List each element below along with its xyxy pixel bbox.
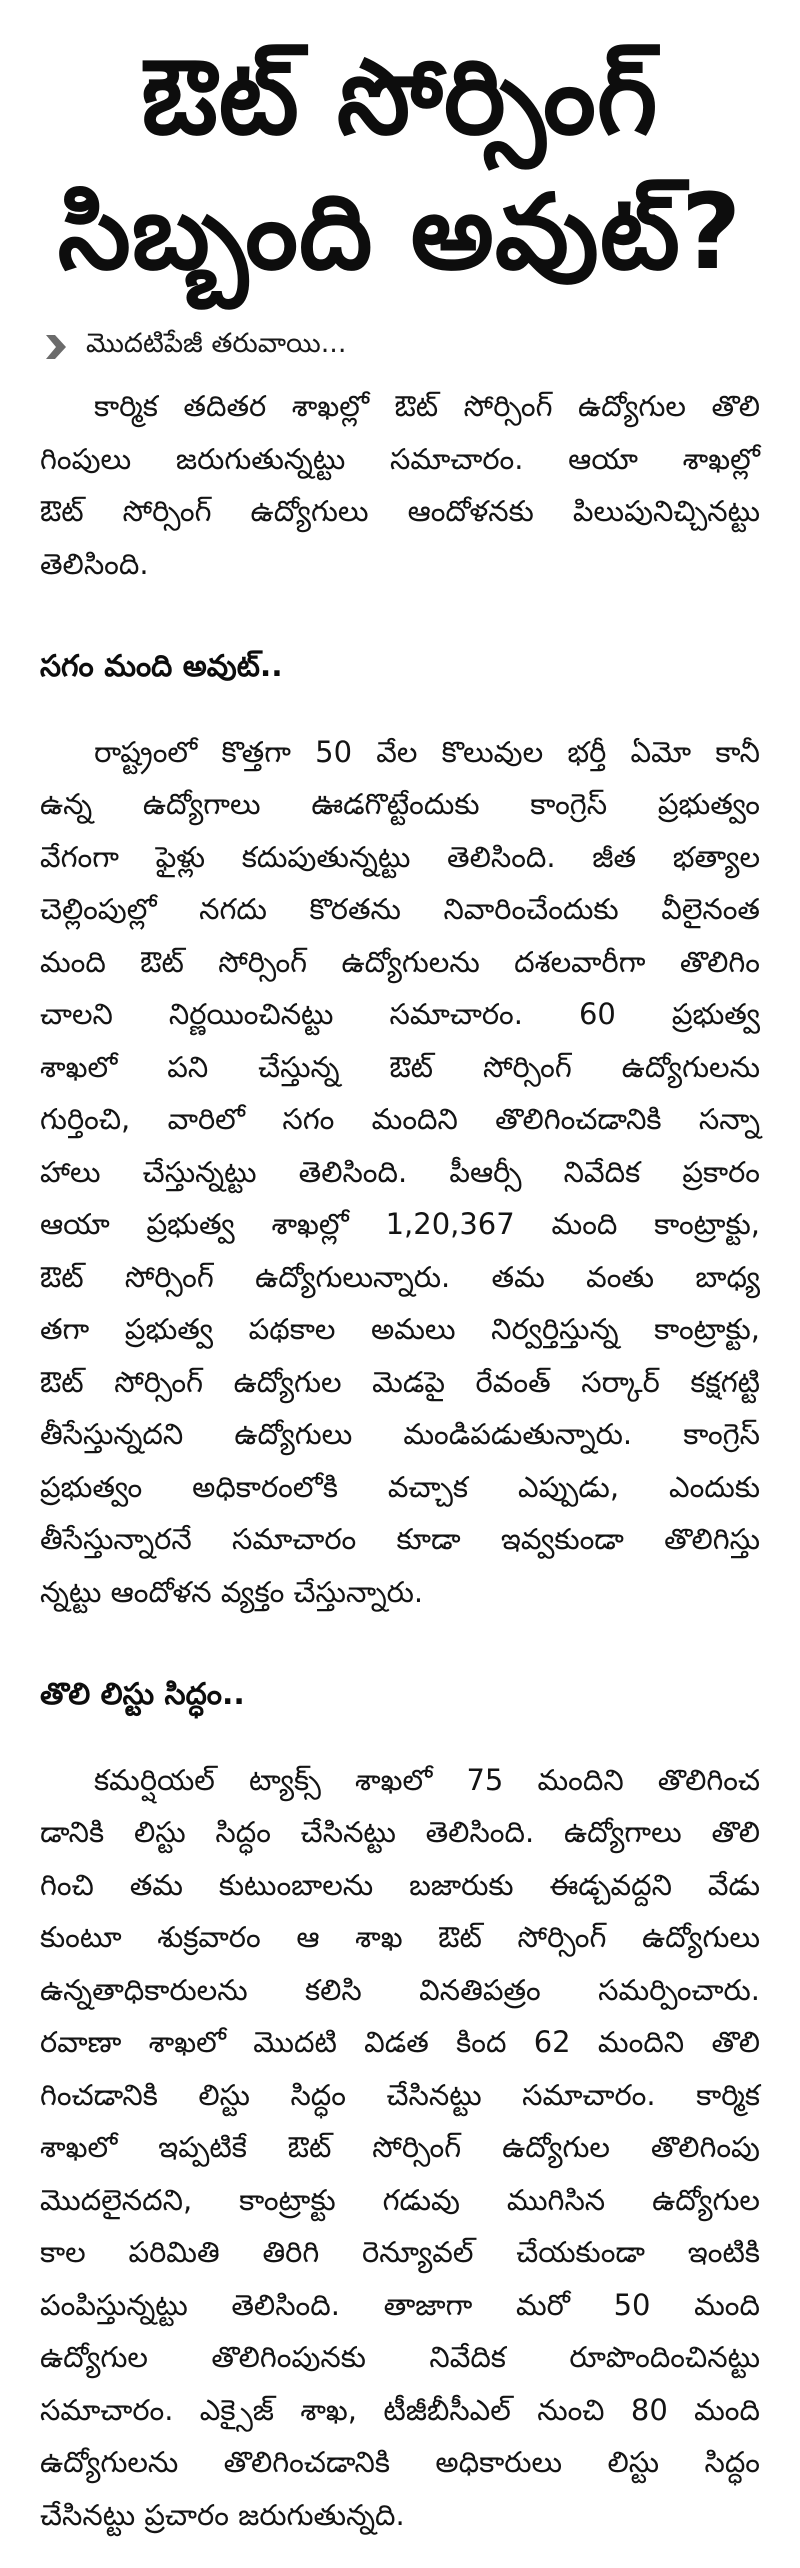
- continuation-line: [0, 321, 800, 373]
- paragraph-line: తీసేస్తున్నారనే సమాచారం కూడా ఇవ్వకుండా తొలిగిస్తు: [40, 1522, 760, 1556]
- paragraph-line: కార్మిక తదితర శాఖల్లో ఔట్ సోర్సింగ్ ఉద్యోగుల తొలి: [94, 389, 760, 423]
- section-half-out-paragraph: [40, 726, 760, 1619]
- subheading-half-out: సగం మంది అవుట్..: [40, 649, 283, 684]
- paragraph-line: చెల్లింపుల్లో నగదు కొరతను నివారించేందుకు వీలైనంత: [40, 892, 760, 926]
- paragraph-line: గుర్తించి, వారిలో సగం మందిని తొలిగించడానికి సన్నా: [40, 1102, 760, 1136]
- paragraph-line: కమర్షియల్ ట్యాక్స్ శాఖలో 75 మందిని తొలిగించ: [94, 1762, 760, 1797]
- paragraph-line: ఔట్ సోర్సింగ్ ఉద్యోగులు ఆందోళనకు పిలుపునిచ్చినట్టు: [40, 494, 760, 528]
- paragraph-line: వేగంగా ఫైళ్లు కదుపుతున్నట్టు తెలిసింది. జీత భత్యాల: [40, 839, 760, 874]
- headline-line-1: ఔట్ సోర్సింగ్: [141, 36, 659, 158]
- paragraph-line: గింపులు జరుగుతున్నట్టు సమాచారం. ఆయా శాఖల్లో: [40, 441, 760, 476]
- headline: [0, 0, 800, 300]
- paragraph-line: తగా ప్రభుత్వ పథకాల అమలు నిర్వర్తిస్తున్న కాంట్రాక్టు,: [40, 1312, 760, 1346]
- paragraph-line: సమాచారం. ఎక్సైజ్ శాఖ, టీజీబీసీఎల్ నుంచి 80 మంది: [40, 2392, 760, 2427]
- section-first-list-paragraph: [40, 1754, 760, 2542]
- chevron-right-icon: [44, 333, 68, 361]
- paragraph-line: హాలు చేస్తున్నట్టు తెలిసింది. పీఆర్సీ నివేదిక ప్రకారం: [40, 1154, 760, 1189]
- paragraph-line: రవాణా శాఖలో మొదటి విడత కింద 62 మందిని తొలి: [40, 2025, 760, 2059]
- paragraph-line: ఉన్న ఉద్యోగాలు ఊడగొట్టేందుకు కాంగ్రెస్ ప్రభుత్వం: [40, 787, 760, 821]
- paragraph-line: కాల పరిమితి తిరిగి రెన్యూవల్ చేయకుండా ఇంటికి: [40, 2235, 760, 2269]
- paragraph-line: గించడానికి లిస్టు సిద్ధం చేసినట్టు సమాచారం. కార్మిక: [40, 2077, 760, 2112]
- paragraph-line: శాఖలో ఇప్పటికే ఔట్ సోర్సింగ్ ఉద్యోగుల తొలిగింపు: [40, 2130, 760, 2164]
- paragraph-line: చాలని నిర్ణయించినట్టు సమాచారం. 60 ప్రభుత్వ: [40, 997, 760, 1031]
- paragraph-line: ఔట్ సోర్సింగ్ ఉద్యోగుల మెడపై రేవంత్ సర్కార్ కక్షగట్టి: [40, 1364, 760, 1399]
- paragraph-line: కుంటూ శుక్రవారం ఆ శాఖ ఔట్ సోర్సింగ్ ఉద్యోగులు: [40, 1920, 760, 1954]
- paragraph-line: ఉన్నతాధికారులను కలిసి వినతిపత్రం సమర్పించారు.: [40, 1972, 760, 2007]
- paragraph-line: ఉద్యోగులను తొలిగించడానికి అధికారులు లిస్టు సిద్ధం: [40, 2445, 760, 2479]
- subheading-first-list: తొలి లిస్టు సిద్ధం..: [40, 1677, 245, 1712]
- paragraph-line: తీసేస్తున్నదని ఉద్యోగులు మండిపడుతున్నారు. కాంగ్రెస్: [40, 1417, 760, 1451]
- paragraph-line: శాఖలో పని చేస్తున్న ఔట్ సోర్సింగ్ ఉద్యోగులను: [40, 1049, 760, 1084]
- paragraph-line: డానికి లిస్టు సిద్ధం చేసినట్టు తెలిసింది. ఉద్యోగాలు తొలి: [40, 1815, 760, 1849]
- continuation-text: మొదటిపేజీ తరువాయి...: [86, 328, 347, 359]
- paragraph-line: ఔట్ సోర్సింగ్ ఉద్యోగులున్నారు. తమ వంతు బాధ్య: [40, 1259, 760, 1294]
- paragraph-line: పంపిస్తున్నట్టు తెలిసింది. తాజాగా మరో 50 మంది: [40, 2287, 760, 2322]
- paragraph-line: మంది ఔట్ సోర్సింగ్ ఉద్యోగులను దశలవారీగా తొలిగిం: [40, 944, 760, 979]
- intro-paragraph: [40, 380, 760, 590]
- paragraph-line: ఉద్యోగుల తొలిగింపునకు నివేదిక రూపొందించినట్టు: [40, 2340, 760, 2374]
- paragraph-line: న్నట్టు ఆందోళన వ్యక్తం చేస్తున్నారు.: [40, 1574, 424, 1609]
- paragraph-line: మొదలైనదని, కాంట్రాక్టు గడువు ముగిసిన ఉద్యోగుల: [40, 2182, 760, 2217]
- paragraph-line: ఆయా ప్రభుత్వ శాఖల్లో 1,20,367 మంది కాంట్రాక్టు,: [40, 1207, 760, 1241]
- headline-line-2: సిబ్బంది అవుట్?: [57, 171, 743, 293]
- paragraph-line: రాష్ట్రంలో కొత్తగా 50 వేల కొలువుల భర్తీ ఏమో కానీ: [94, 734, 760, 769]
- paragraph-line: ప్రభుత్వం అధికారంలోకి వచ్చాక ఎప్పుడు, ఎందుకు: [40, 1469, 760, 1504]
- paragraph-line: చేసినట్టు ప్రచారం జరుగుతున్నది.: [40, 2497, 405, 2532]
- paragraph-line: గించి తమ కుటుంబాలను బజారుకు ఈడ్చవద్దని వేడు: [40, 1867, 760, 1902]
- paragraph-line: తెలిసింది.: [40, 546, 149, 581]
